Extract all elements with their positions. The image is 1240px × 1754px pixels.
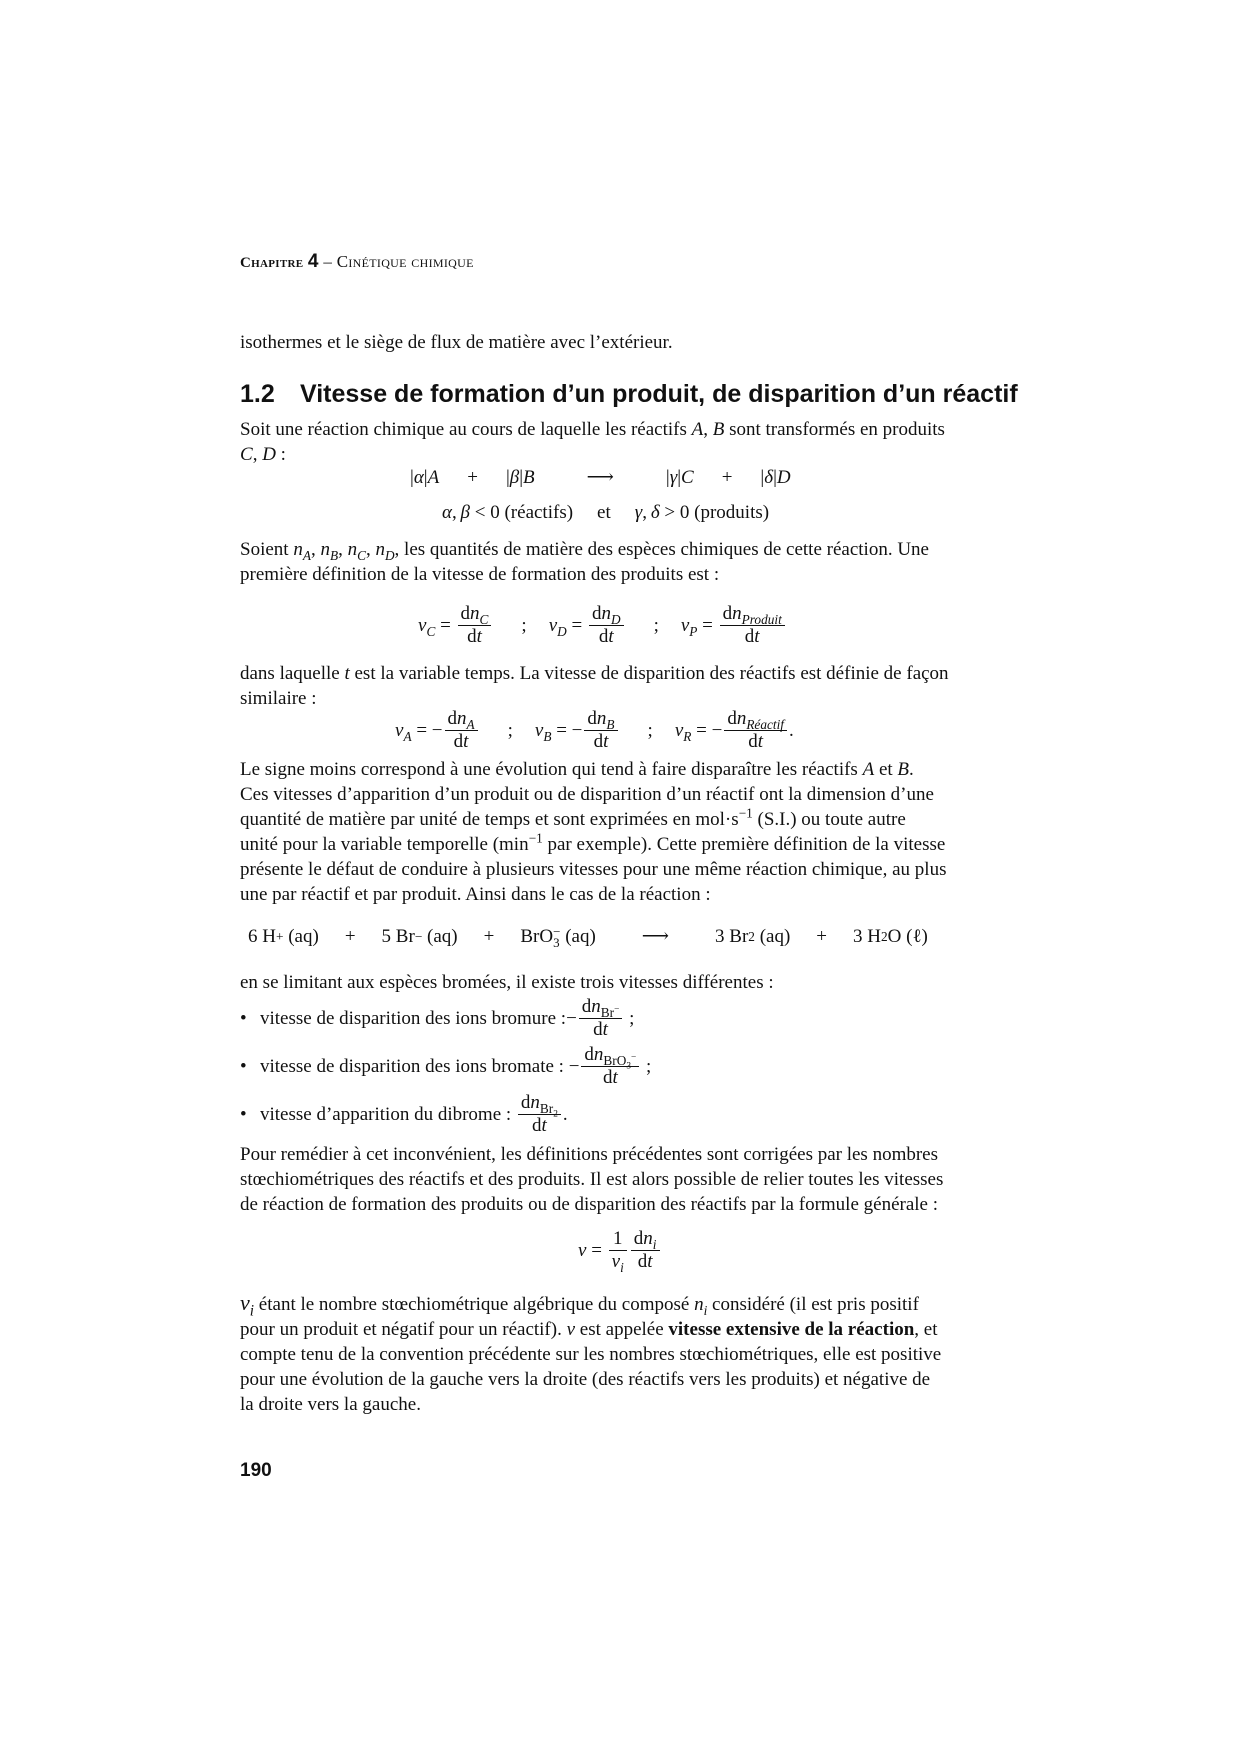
chapter-word: Chapitre (240, 255, 304, 271)
header-dash: – (323, 252, 333, 271)
formation-rates-equation: $v_C$ = $\frac{dn_C}{dt}$ ; $v_D$ = $\frac{dn_D}{dt}$ ; $v_P$ = $\frac{dn_{Produit}}{dt}$ (418, 603, 787, 648)
plus-sign: + (467, 466, 478, 488)
p7-l1a: étant le nombre stœchiométrique algébrique du composé (254, 1294, 695, 1315)
species-h2o-b: O (887, 925, 902, 947)
bullet-end: ; (629, 1007, 635, 1029)
p4-l1b: et (874, 759, 898, 780)
bullet-end: ; (645, 1055, 652, 1077)
bullet-item-bromate: • vitesse de disparition des ions bromate : − $\frac{dn_{BrO_3^-}}{dt}$ ; (240, 1044, 652, 1089)
species-h2o-a: 3 H (853, 925, 881, 947)
page-number: 190 (240, 1460, 272, 1481)
species-bro3: BrO (520, 925, 554, 947)
p4-l2: Ces vitesses d’apparition d’un produit ou de disparition d’un réactif ont la dimension d’une (240, 784, 934, 805)
paragraph-1: Soit une réaction chimique au cours de laquelle les réactifs A, B sont transformés en produits C, D : (240, 419, 945, 465)
section-title: Vitesse de formation d’un produit, de disparition d’un réactif (300, 380, 1018, 408)
reaction-arrow: ⟶ (641, 926, 670, 947)
extensive-rate-formula: v = $\frac{1}{\nu_i}$ $\frac{dn_i}{dt}$ (578, 1228, 662, 1273)
intro-line: isothermes et le siège de flux de matière avec l’extérieur. (240, 332, 673, 353)
p3-text-b: est la variable temps. La vitesse de disparition des réactifs est définie de façon (349, 663, 949, 684)
p7-l1b: considéré (il est pris positif (707, 1294, 919, 1315)
general-reaction: | α | A + | β | B ⟶ | γ | C + | δ | D (410, 466, 791, 488)
p7-l3: compte tenu de la convention précédente sur les nombres stœchiométriques, elle est positive (240, 1344, 942, 1365)
p4-l1a: Le signe moins correspond à une évolution qui tend à faire disparaître les réactifs (240, 759, 863, 780)
p7-l2a: pour un produit et négatif pour un réactif). (240, 1319, 567, 1340)
paragraph-7: $\nu_i$ étant le nombre stœchiométrique algébrique du composé $n_i$ considéré (il est pris positif pour un produit et négatif pour un réactif). v est appelée vitesse extensive de la réaction, et compte tenu de la convention précédente sur les nombres stœchiométriques, elle est positive pour une évolution de la gauche vers la droite (des réactifs vers les produits) et négative de la droite vers la gauche. (240, 1290, 1008, 1417)
p1-text-b: sont transformés en produits (724, 419, 945, 440)
p6-l1: Pour remédier à cet inconvénient, les définitions précédentes sont corrigées par les nombres (240, 1144, 939, 1165)
bullet-dot: • (240, 1103, 247, 1125)
p2-text-c: première définition de la vitesse de formation des produits est : (240, 564, 720, 585)
p1-line2-end: : (275, 444, 286, 465)
chapter-number: 4 (307, 251, 319, 272)
bullet-dot: • (240, 1007, 247, 1029)
reactifs-condition: < 0 (réactifs) (474, 502, 574, 523)
p3-text-a: dans laquelle (240, 663, 345, 684)
p7-l2b: est appelée (575, 1319, 669, 1340)
p4-l3a: quantité de matière par unité de temps et sont exprimées en mol·s (240, 809, 739, 830)
bullet-text: vitesse de disparition des ions bromate : (260, 1055, 564, 1077)
p4-l3b: (S.I.) ou toute autre (752, 809, 906, 830)
bullet-text: vitesse d’apparition du dibrome : (260, 1103, 512, 1125)
p4-l4b: par exemple). Cette première définition de la vitesse (542, 834, 946, 855)
p2-text-a: Soient (240, 539, 294, 560)
paragraph-4: Le signe moins correspond à une évolution qui tend à faire disparaître les réactifs A et B. Ces vitesses d’apparition d’un produit ou de disparition d’un réactif ont la dimension d’une quantité de matière par unité de temps et sont exprimées en $mol\cdot s^{-1}$ (S.I.) ou toute autre unité pour la variable temporelle ($\min^{-1}$ par exemple). Cette première définition de la vitesse présente le défaut de conduire à plusieurs vitesses pour une même réaction chimique, au plus une par réactif et par produit. Ainsi dans le cas de la réaction : (240, 757, 1008, 907)
bullet-dot: • (240, 1055, 247, 1077)
p4-l4a: unité pour la variable temporelle (min (240, 834, 529, 855)
paragraph-6 (240, 1142, 1008, 1217)
plus-sign: + (721, 466, 733, 488)
paragraph-2: Soient $n_A$, $n_B$, $n_C$, $n_D$, les quantités de matière des espèces chimiques de cette réaction. Une première définition de la vitesse de formation des produits est : (240, 539, 929, 585)
p7-l2c: , et (914, 1319, 938, 1340)
aq-state: (aq) (565, 925, 596, 947)
bullet-text: vitesse de disparition des ions bromure : (260, 1007, 567, 1029)
plus-sign: + (816, 925, 827, 947)
reaction-arrow: ⟶ (586, 467, 614, 488)
bullet-item-bromure: • vitesse de disparition des ions bromure : − $\frac{dn_{Br^-}}{dt}$ ; (240, 996, 635, 1040)
species-br: 5 Br (381, 925, 415, 947)
species-br2: 3 Br (715, 925, 749, 947)
bullet-item-dibrome: • vitesse d’apparition du dibrome : $\frac{dn_{Br_2}}{dt}$ . (240, 1092, 568, 1137)
bullet-end: . (562, 1103, 568, 1125)
p4-l6: une par réactif et par produit. Ainsi dans le cas de la réaction : (240, 884, 711, 905)
produits-condition: > 0 (produits) (664, 502, 770, 523)
p1-text-a: Soit une réaction chimique au cours de laquelle les réactifs (240, 419, 692, 440)
bromine-reaction: 6 H + (aq) + 5 Br − (aq) + BrO − 3 (aq) ⟶ 3 Br 2 (aq) + 3 H 2 O (ℓ) (248, 923, 928, 950)
p6-l2: stœchiométriques des réactifs et des produits. Il est alors possible de relier toutes les vitesses (240, 1169, 944, 1190)
plus-sign: + (483, 925, 495, 947)
et-word: et (597, 502, 611, 523)
key-term: vitesse extensive de la réaction (668, 1319, 915, 1340)
p4-l5: présente le défaut de conduire à plusieurs vitesses pour une même réaction chimique, au plus (240, 859, 947, 880)
section-heading (240, 380, 1018, 409)
p7-l5: la droite vers la gauche. (240, 1394, 421, 1415)
p2-text-b: , les quantités de matière des espèces chimiques de cette réaction. Une (394, 539, 929, 560)
liquid-state: (ℓ) (906, 925, 928, 947)
p7-l4: pour une évolution de la gauche vers la droite (des réactifs vers les produits) et négative de (240, 1369, 931, 1390)
aq-state: (aq) (759, 925, 791, 947)
aq-state: (aq) (427, 925, 458, 947)
disparition-rates-equation: $v_A$ = − $\frac{dn_A}{dt}$ ; $v_B$ = − $\frac{dn_B}{dt}$ ; $v_R$ = − $\frac{dn_{Réactif}}{dt}$ . (395, 708, 794, 752)
p6-l3: de réaction de formation des produits ou de disparition des réactifs par la formule générale : (240, 1194, 938, 1215)
aq-state: (aq) (288, 925, 319, 947)
section-number: 1.2 (240, 380, 275, 408)
running-header (240, 251, 474, 273)
sign-condition: α , β < 0 (réactifs) et γ , δ > 0 (produits) (442, 502, 770, 523)
paragraph-5: en se limitant aux espèces bromées, il existe trois vitesses différentes : (240, 972, 774, 993)
p3-text-c: similaire : (240, 688, 317, 709)
chapter-title: Cinétique chimique (336, 252, 474, 271)
plus-sign: + (344, 925, 356, 947)
species-h: 6 H (248, 925, 276, 947)
paragraph-3: dans laquelle t est la variable temps. La vitesse de disparition des réactifs est définie de façon similaire : (240, 663, 949, 709)
